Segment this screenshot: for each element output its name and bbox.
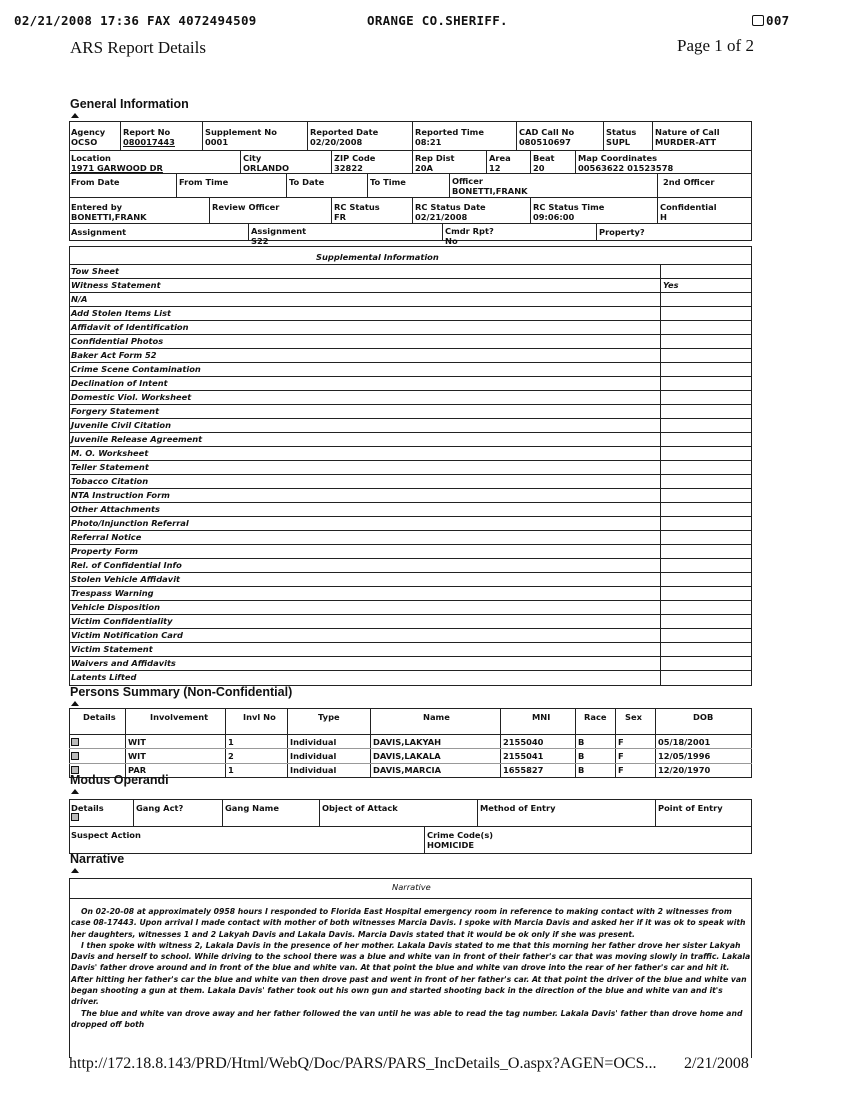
collapse-arrow-icon[interactable] — [71, 701, 79, 706]
supplemental-item-label: Baker Act Form 52 — [71, 350, 157, 360]
person-mni: 2155040 — [503, 737, 544, 747]
supplemental-item-label: Rel. of Confidential Info — [71, 560, 182, 570]
assignment-2-value: S22 — [251, 236, 269, 246]
entered-by-value: BONETTI,FRANK — [71, 212, 147, 222]
magnifier-icon[interactable] — [71, 752, 79, 760]
row-divider — [69, 502, 752, 503]
area-value: 12 — [489, 163, 501, 173]
reported-date-label: Reported Date — [310, 127, 379, 137]
officer-value: BONETTI,FRANK — [452, 186, 528, 196]
person-invl-no: 2 — [228, 751, 234, 761]
cad-call-value: 080510697 — [519, 137, 571, 147]
rc-status-date-label: RC Status Date — [415, 202, 486, 212]
officer-label: Officer — [452, 176, 483, 186]
rc-status-date-value: 02/21/2008 — [415, 212, 468, 222]
city-label: City — [243, 153, 262, 163]
row-divider — [69, 474, 752, 475]
map-coordinates-label: Map Coordinates — [578, 153, 658, 163]
beat-label: Beat — [533, 153, 555, 163]
person-type: Individual — [290, 751, 337, 761]
row-divider — [69, 292, 752, 293]
person-mni: 2155041 — [503, 751, 544, 761]
narrative-paragraph: I then spoke with witness 2, Lakala Davis in the presence of her mother. Lakala Davis stated to me that this morning her father drove her sister Lakyah Davis and herself to school. While driving to the school there was a blue and white van in front of their father's car that was moving slowly in traffic. Lakala Davis' father drove around and in front of the blue and white van. At that point the blue and white van drove into the rear of her father's car and hit it. After hitting her father's car the blue and white van then drove past and went in front of her father's car. At that point the driver of the blue and white van began shooting a gun at them. Lakala Davis' father took out his own gun and started shooting back in the direction of the blue and white van and it's driver. — [71, 940, 751, 1007]
suspect-action-label: Suspect Action — [71, 830, 141, 840]
review-officer-label: Review Officer — [212, 202, 280, 212]
row-divider — [69, 432, 752, 433]
rc-status-time-value: 09:06:00 — [533, 212, 575, 222]
supplemental-item-label: Other Attachments — [71, 504, 160, 514]
magnifier-icon[interactable] — [71, 738, 79, 746]
assignment-2-label: Assignment — [251, 226, 307, 236]
supplemental-item-label: Victim Confidentiality — [71, 616, 173, 626]
person-sex: F — [618, 765, 624, 775]
col-mni: MNI — [532, 712, 551, 722]
general-information-heading: General Information — [70, 97, 189, 111]
status-value: SUPL — [606, 137, 631, 147]
col-type: Type — [318, 712, 340, 722]
modus-operandi-heading: Modus Operandi — [70, 773, 169, 787]
person-involvement: WIT — [128, 737, 146, 747]
status-label: Status — [606, 127, 637, 137]
page-number: Page 1 of 2 — [677, 36, 754, 55]
confidential-value: H — [660, 212, 667, 222]
person-name: DAVIS,LAKYAH — [373, 737, 442, 747]
second-officer-label: 2nd Officer — [663, 177, 715, 187]
person-involvement: PAR — [128, 765, 147, 775]
supplement-no-label: Supplement No — [205, 127, 277, 137]
supplemental-item-label: Confidential Photos — [71, 336, 164, 346]
to-date-label: To Date — [289, 177, 325, 187]
rc-status-value: FR — [334, 212, 347, 222]
row-divider — [69, 446, 752, 447]
col-sex: Sex — [625, 712, 642, 722]
area-label: Area — [489, 153, 511, 163]
footer-url: http://172.18.8.143/PRD/Html/WebQ/Doc/PARS/PARS_IncDetails_O.aspx?AGEN=OCS... — [69, 1055, 657, 1072]
zip-code-value: 32822 — [334, 163, 363, 173]
supplemental-item-label: M. O. Worksheet — [71, 448, 149, 458]
col-details: Details — [83, 712, 116, 722]
row-divider — [69, 376, 752, 377]
row-divider — [69, 488, 752, 489]
city-value: ORLANDO — [243, 163, 290, 173]
cmdr-rpt-value: No — [445, 236, 458, 246]
supplemental-item-label: Victim Statement — [71, 644, 153, 654]
supplemental-item-label: Declination of Intent — [71, 378, 168, 388]
supplemental-item-label: Referral Notice — [71, 532, 142, 542]
agency-label: Agency — [71, 127, 106, 137]
persons-summary-heading: Persons Summary (Non-Confidential) — [70, 685, 293, 699]
cmdr-rpt-label: Cmdr Rpt? — [445, 226, 494, 236]
agency-value: OCSO — [71, 137, 98, 147]
reported-time-label: Reported Time — [415, 127, 484, 137]
collapse-arrow-icon[interactable] — [71, 789, 79, 794]
row-divider — [69, 670, 752, 671]
row-divider — [69, 600, 752, 601]
gang-act-label: Gang Act? — [136, 803, 184, 813]
supplemental-item-label: Tobacco Citation — [71, 476, 149, 486]
narrative-box-label: Narrative — [392, 882, 431, 892]
supplemental-item-label: Stolen Vehicle Affidavit — [71, 574, 180, 584]
person-race: B — [578, 751, 585, 761]
row-divider — [69, 334, 752, 335]
point-of-entry-label: Point of Entry — [658, 803, 723, 813]
location-link[interactable]: 1971 GARWOOD DR — [71, 163, 163, 173]
row-divider — [69, 404, 752, 405]
supplemental-item-value: Yes — [663, 280, 679, 290]
person-sex: F — [618, 751, 624, 761]
supplemental-item-label: N/A — [71, 294, 88, 304]
page-title: ARS Report Details — [70, 38, 206, 57]
supplemental-item-label: Witness Statement — [71, 280, 161, 290]
person-invl-no: 1 — [228, 765, 234, 775]
person-mni: 1655827 — [503, 765, 544, 775]
supplemental-item-label: Crime Scene Contamination — [71, 364, 201, 374]
gang-name-label: Gang Name — [225, 803, 279, 813]
row-divider — [69, 572, 752, 573]
row-divider — [69, 642, 752, 643]
crime-code-value: HOMICIDE — [427, 840, 475, 850]
person-involvement: WIT — [128, 751, 146, 761]
supplemental-item-label: Affidavit of Identification — [71, 322, 189, 332]
person-type: Individual — [290, 765, 337, 775]
rep-dist-label: Rep Dist — [415, 153, 455, 163]
col-invl-no: Invl No — [243, 712, 276, 722]
supplement-no-value: 0001 — [205, 137, 229, 147]
person-race: B — [578, 765, 585, 775]
row-divider — [69, 544, 752, 545]
fax-page-code: 007 — [752, 13, 789, 28]
row-divider — [69, 306, 752, 307]
from-time-label: From Time — [179, 177, 229, 187]
row-divider — [69, 558, 752, 559]
person-name: DAVIS,LAKALA — [373, 751, 441, 761]
supplemental-item-label: Tow Sheet — [71, 266, 119, 276]
supplemental-item-label: Trespass Warning — [71, 588, 154, 598]
supplemental-item-label: NTA Instruction Form — [71, 490, 170, 500]
person-name: DAVIS,MARCIA — [373, 765, 442, 775]
col-dob: DOB — [693, 712, 714, 722]
supplemental-item-label: Victim Notification Card — [71, 630, 183, 640]
collapse-arrow-icon[interactable] — [71, 868, 79, 873]
row-divider — [69, 460, 752, 461]
supplemental-item-label: Juvenile Release Agreement — [71, 434, 203, 444]
person-dob: 12/05/1996 — [658, 751, 711, 761]
person-dob: 12/20/1970 — [658, 765, 711, 775]
beat-value: 20 — [533, 163, 545, 173]
narrative-paragraph: The blue and white van drove away and her father followed the van until he was able to read the tag number. Lakala Davis' father than drove home and dropped off both — [71, 1008, 743, 1029]
report-no-link[interactable]: 080017443 — [123, 137, 175, 147]
row-divider — [69, 516, 752, 517]
from-date-label: From Date — [71, 177, 120, 187]
row-divider — [69, 656, 752, 657]
supplemental-item-label: Waivers and Affidavits — [71, 658, 176, 668]
supplemental-item-label: Vehicle Disposition — [71, 602, 160, 612]
row-divider — [69, 278, 752, 279]
object-of-attack-label: Object of Attack — [322, 803, 398, 813]
row-divider — [69, 628, 752, 629]
row-divider — [69, 614, 752, 615]
row-divider — [69, 530, 752, 531]
entered-by-label: Entered by — [71, 202, 123, 212]
rc-status-time-label: RC Status Time — [533, 202, 605, 212]
narrative-paragraph: On 02-20-08 at approximately 0958 hours I responded to Florida East Hospital emergency room in reference to making contact with 2 witnesses from case 08-17443. Upon arrival I made contact with mother of both witnesses Marcia Davis. I spoke with Marcia Davis and asked her if it was ok to speak with her daughters, witnesses 1 and 2 Lakyah Davis and Lakala Davis. Marcia Davis stated that it would be ok only if she was present. — [71, 907, 746, 939]
row-divider — [69, 586, 752, 587]
col-race: Race — [584, 712, 607, 722]
row-divider — [69, 320, 752, 321]
narrative-text — [71, 906, 753, 1030]
report-no-label: Report No — [123, 127, 171, 137]
fax-icon — [752, 15, 764, 26]
fax-datetime: 02/21/2008 17:36 FAX 4072494509 — [14, 13, 257, 28]
rc-status-label: RC Status — [334, 202, 380, 212]
collapse-arrow-icon[interactable] — [71, 113, 79, 118]
footer-date: 2/21/2008 — [684, 1055, 749, 1072]
magnifier-icon[interactable] — [71, 813, 79, 821]
person-type: Individual — [290, 737, 337, 747]
supplemental-item-label: Property Form — [71, 546, 138, 556]
supplemental-heading: Supplemental Information — [316, 252, 439, 262]
zip-code-label: ZIP Code — [334, 153, 376, 163]
reported-date-value: 02/20/2008 — [310, 137, 363, 147]
person-dob: 05/18/2001 — [658, 737, 711, 747]
method-of-entry-label: Method of Entry — [480, 803, 556, 813]
assignment-label: Assignment — [71, 227, 127, 237]
col-involvement: Involvement — [150, 712, 209, 722]
row-divider — [69, 362, 752, 363]
rep-dist-value: 20A — [415, 163, 433, 173]
crime-code-label: Crime Code(s) — [427, 830, 494, 840]
supplemental-item-label: Forgery Statement — [71, 406, 160, 416]
person-invl-no: 1 — [228, 737, 234, 747]
supplemental-item-label: Domestic Viol. Worksheet — [71, 392, 192, 402]
person-race: B — [578, 737, 585, 747]
property-label: Property? — [599, 227, 645, 237]
person-sex: F — [618, 737, 624, 747]
cad-call-label: CAD Call No — [519, 127, 575, 137]
reported-time-value: 08:21 — [415, 137, 442, 147]
row-divider — [69, 418, 752, 419]
narrative-heading: Narrative — [70, 852, 125, 866]
row-divider — [69, 348, 752, 349]
supplemental-item-label: Latents Lifted — [71, 672, 137, 682]
nature-of-call-value: MURDER-ATT — [655, 137, 717, 147]
row-divider — [69, 390, 752, 391]
location-label: Location — [71, 153, 111, 163]
confidential-label: Confidential — [660, 202, 717, 212]
nature-of-call-label: Nature of Call — [655, 127, 720, 137]
fax-agency: ORANGE CO.SHERIFF. — [367, 13, 508, 28]
mo-details-label: Details — [71, 803, 104, 813]
supplemental-item-label: Teller Statement — [71, 462, 149, 472]
supplemental-item-label: Photo/Injunction Referral — [71, 518, 189, 528]
supplemental-item-label: Juvenile Civil Citation — [71, 420, 171, 430]
col-name: Name — [423, 712, 450, 722]
supplemental-item-label: Add Stolen Items List — [71, 308, 172, 318]
to-time-label: To Time — [370, 177, 406, 187]
map-coordinates-value: 00563622 01523578 — [578, 163, 674, 173]
